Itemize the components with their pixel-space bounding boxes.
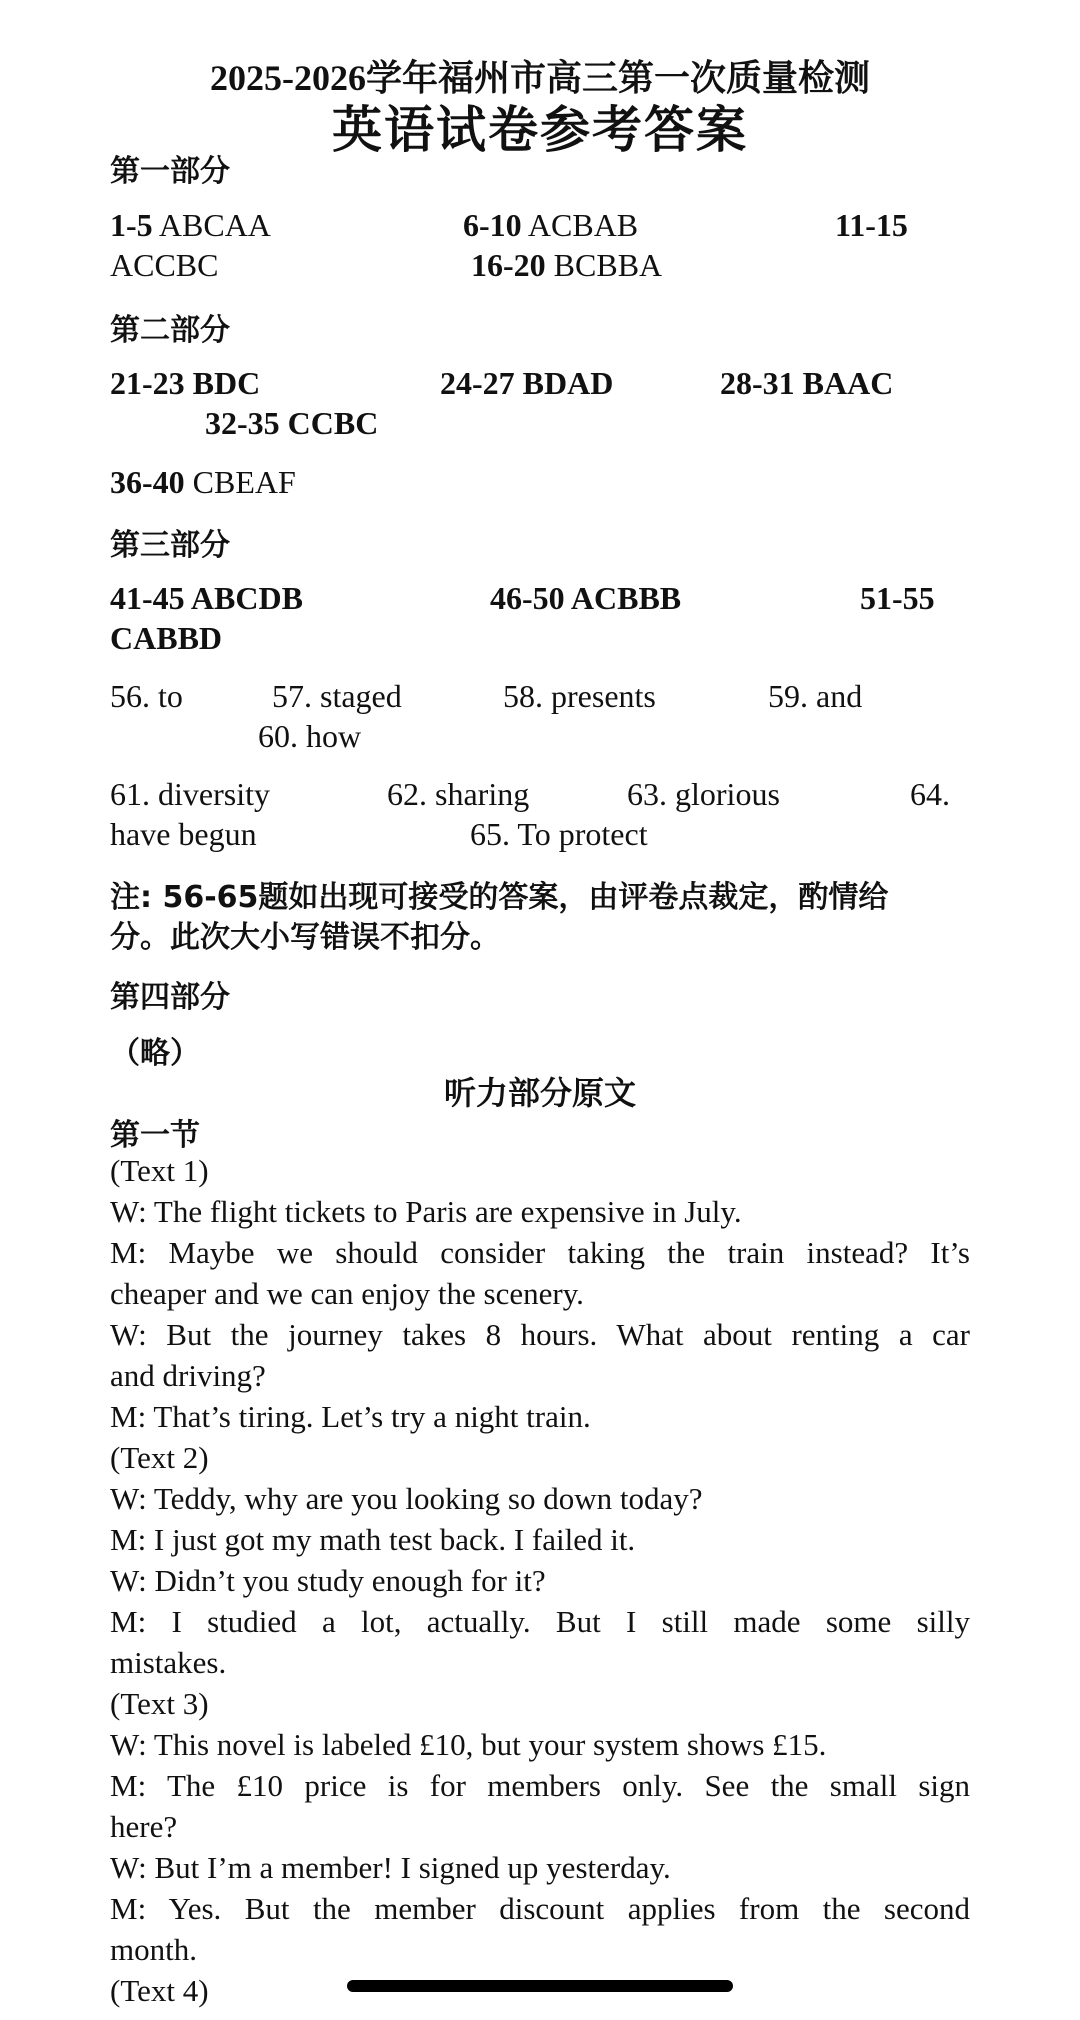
answer-letters: ACBAB (527, 207, 639, 243)
fill-answer: 60. how (258, 718, 362, 754)
answer-letters: BDC (192, 365, 261, 401)
transcript-line: W: The flight tickets to Paris are expensive in July. (110, 1194, 742, 1229)
answer-range: 32-35 (205, 405, 280, 441)
answer-range: 16-20 (471, 247, 546, 283)
answer-letters: ACBBB (570, 580, 682, 616)
fill-answer: 59. and (768, 678, 863, 714)
answer-group (205, 405, 378, 442)
answer-range: 28-31 (720, 365, 795, 401)
document-title: 英语试卷参考答案 (332, 101, 748, 159)
fill-answer: 63. glorious (627, 776, 780, 812)
section-heading: 第一节 (110, 1118, 200, 1153)
transcript-line: here? (110, 1809, 178, 1844)
answer-range: 21-23 (110, 365, 185, 401)
answer-group (110, 365, 260, 402)
listening-title: 听力部分原文 (443, 1074, 636, 1112)
fill-answer: have begun (110, 816, 257, 852)
answer-letters: ABCAA (158, 207, 271, 243)
answer-range: 41-45 (110, 580, 185, 616)
part3-heading: 第三部分 (110, 528, 230, 563)
transcript-line: M: The £10 price is for members only. See the small sign (110, 1768, 970, 1803)
transcript-line: M: I studied a lot, actually. But I still made some silly (110, 1604, 970, 1639)
exam-title: 2025-2026学年福州市高三第一次质量检测 (210, 58, 870, 98)
fill-answer: 65. To protect (470, 816, 648, 852)
answer-group (110, 464, 296, 501)
answer-letters: ACCBC (110, 247, 219, 283)
transcript-line: month. (110, 1932, 197, 1967)
part1-heading: 第一部分 (110, 154, 230, 189)
part4-heading: 第四部分 (110, 980, 230, 1015)
transcript-line: M: Maybe we should consider taking the train instead? It’s (110, 1235, 970, 1270)
answer-group (440, 365, 613, 402)
answer-range: 24-27 (440, 365, 515, 401)
transcript-line: (Text 4) (110, 1973, 209, 2008)
answer-range: 36-40 (110, 464, 185, 500)
answer-group (110, 580, 303, 617)
answer-group (471, 247, 662, 284)
answer-letters: CCBC (287, 405, 379, 441)
transcript-line: W: But I’m a member! I signed up yesterday. (110, 1850, 671, 1885)
home-indicator[interactable] (347, 1980, 733, 1992)
transcript-line: (Text 2) (110, 1440, 209, 1475)
transcript-line: M: That’s tiring. Let’s try a night train. (110, 1399, 591, 1434)
answer-group (720, 365, 893, 402)
answer-group (490, 580, 681, 617)
answer-range: 11-15 (835, 207, 908, 243)
answer-letters: CBEAF (192, 464, 296, 500)
answer-group (835, 207, 908, 244)
transcript-line: M: Yes. But the member discount applies from the second (110, 1891, 970, 1926)
answer-range: 6-10 (463, 207, 522, 243)
answer-range: 51-55 (860, 580, 935, 616)
transcript-line: and driving? (110, 1358, 266, 1393)
answer-letters: BAAC (802, 365, 894, 401)
grading-note-line2: 分。此次大小写错误不扣分。 (110, 920, 500, 955)
fill-answer: 62. sharing (387, 776, 530, 812)
fill-answer: 57. staged (272, 678, 402, 714)
transcript-line: W: This novel is labeled £10, but your system shows £15. (110, 1727, 827, 1762)
part4-content: （略） (110, 1036, 200, 1071)
transcript-line: (Text 3) (110, 1686, 209, 1721)
transcript-line: M: I just got my math test back. I failed it. (110, 1522, 636, 1557)
answer-letters: BCBBA (553, 247, 663, 283)
answer-range: 1-5 (110, 207, 153, 243)
listening-transcript (110, 1150, 970, 2011)
transcript-line: (Text 1) (110, 1153, 209, 1188)
transcript-line: W: Teddy, why are you looking so down today? (110, 1481, 703, 1516)
transcript-line: W: Didn’t you study enough for it? (110, 1563, 546, 1598)
fill-answer: 64. (910, 776, 950, 812)
answer-group (110, 207, 271, 244)
answer-letters: ABCDB (190, 580, 303, 616)
transcript-line: cheaper and we can enjoy the scenery. (110, 1276, 584, 1311)
transcript-line: mistakes. (110, 1645, 227, 1680)
part2-heading: 第二部分 (110, 313, 230, 348)
answer-letters: CABBD (110, 620, 223, 656)
answer-range: 46-50 (490, 580, 565, 616)
fill-answer: 56. to (110, 678, 183, 714)
fill-answer: 58. presents (503, 678, 656, 714)
answer-letters: BDAD (522, 365, 614, 401)
grading-note-line1: 注: 56-65题如出现可接受的答案，由评卷点裁定，酌情给 (110, 880, 889, 915)
transcript-line: W: But the journey takes 8 hours. What about renting a car (110, 1317, 970, 1352)
answer-group (463, 207, 638, 244)
fill-answer: 61. diversity (110, 776, 270, 812)
